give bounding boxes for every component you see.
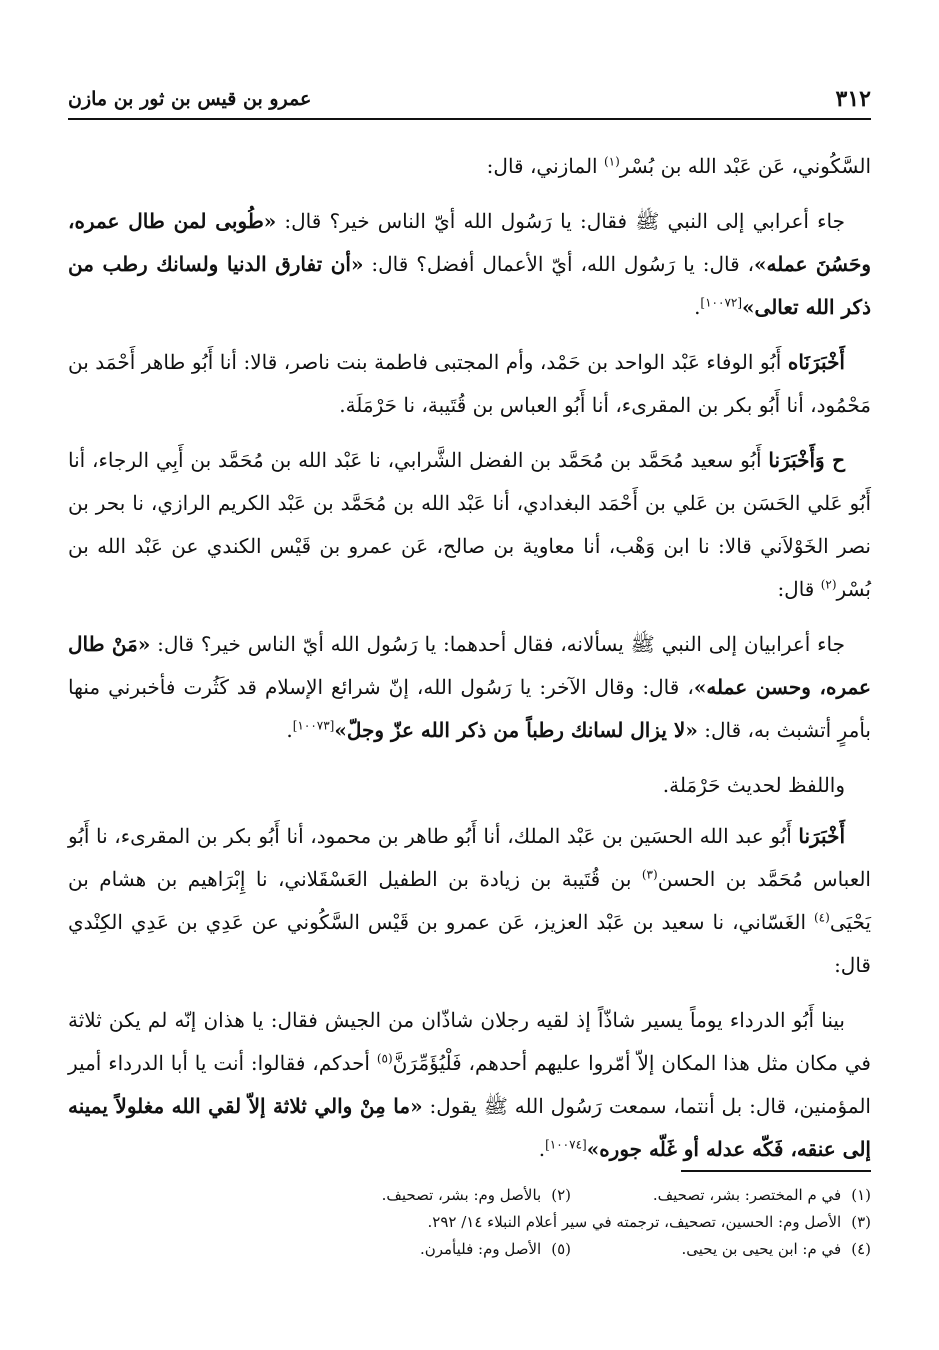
paragraph-7 [68,815,871,987]
footnote-marker: (٣) [641,867,658,882]
text-run: . [286,718,293,742]
hadith-reference: [١٠٠٧٤] [545,1137,587,1152]
text-run: أَبُو عبد الله الحسَين بن عَبْد الملك، أنا أَبُو طاهر بن محمود، أنا أَبُو بكر بن المقرىء، نا أَبُو العباس مُحَمَّد بن الحسن [68,824,871,891]
paragraph-4 [68,439,871,611]
hadith-quote: «طُوبى لمن طال عمره، وحَسُنَ عمله» [68,209,871,276]
footnote-number: (٢) [551,1186,571,1204]
hadith-quote: «أن تفارق الدنيا ولسانك رطب من ذكر الله تعالى» [68,252,871,319]
paragraph-1 [68,145,871,188]
footnote-2 [382,1182,571,1209]
footnote-marker: (٤) [813,910,830,925]
running-title: عمرو بن قيس بن ثور بن مازن [68,88,312,110]
footnote-text: في م: ابن يحيى بن يحيى. [681,1240,842,1258]
footnote-5 [420,1236,571,1263]
text-run: جاء أعرابي إلى النبي ﷺ فقال: يا رَسُول الله أيّ الناس خير؟ قال: [276,209,845,233]
text-run: بينا أَبُو الدرداء يوماً يسير شاذّاً إذ لقيه رجلان شاذّان من الجيش فقال: يا هذان إنّه لم يكن ثلاثة في مكان مثل هذا المكان إلاّ أمّروا عليهم أحدهم، فَلْيُؤَمِّرَنَّ [68,1008,871,1075]
hadith-reference: [١٠٠٧٣] [292,718,335,733]
paragraph-3 [68,341,871,427]
footnote-row [68,1182,871,1209]
text-run: المازني، قال: [486,154,604,178]
text-run: بن قُتَيبة بن زيادة بن الطفيل العَسْقَلاني، نا إِبْرَاهيم بن هشام بن يَحْيَى [68,867,871,934]
footnote-text: الأصل وم: الحسين، تصحيف، ترجمته في سير أعلام النبلاء ١٤/ ٢٩٢. [427,1213,842,1231]
main-text [68,145,871,1183]
text-run: . [538,1137,546,1161]
text-run: . [694,295,701,319]
paragraph-2 [68,200,871,329]
footnote-text: الأصل وم: فليأمرن. [419,1240,542,1258]
text-run: ، قال: يا رَسُول الله، أيّ الأعمال أفضل؟ قال: [363,252,755,276]
paragraph-8 [68,999,871,1171]
hadith-reference: [١٠٠٧٢] [700,295,743,310]
footnote-divider [681,1170,871,1172]
text-run: قال: [777,577,821,601]
hadith-quote: «لا يزال لسانك رطباً من ذكر الله عزّ وجلّ» [334,718,698,742]
footnote-marker: (٥) [376,1051,393,1066]
footnote-number: (١) [851,1186,871,1204]
hadith-quote: «مَنْ طال عمره، وحسن عمله» [68,632,871,699]
paragraph-6 [68,764,871,807]
paragraph-5 [68,623,871,752]
footnote-3 [427,1209,871,1236]
footnote-text: في م المختصر: بشر، تصحيف. [652,1186,842,1204]
footnote-text: بالأصل وم: بشر، تصحيف. [381,1186,542,1204]
footnote-number: (٤) [851,1240,871,1258]
text-run: الغَسّاني، نا سعيد بن عَبْد العزيز، عَن عمرو بن قَيْس السَّكُوني عن عَدِي بن عَدِي الكِنْدي قال: [68,910,871,977]
page-header [68,84,871,120]
page-number: ٣١٢ [835,86,871,112]
footnotes [68,1182,871,1263]
footnote-row [68,1209,871,1236]
text-run: جاء أعرابيان إلى النبي ﷺ يسألانه، فقال أحدهما: يا رَسُول الله أيّ الناس خير؟ قال: [150,632,845,656]
text-run: السَّكُوني، عَن عَبْد الله بن بُسْر [619,154,871,178]
isnad-lead: ح وَأَخْبَرَنا [768,448,845,472]
text-run: واللفظ لحديث حَرْمَلة. [662,773,845,797]
footnote-4 [571,1236,871,1263]
text-run: أحدكم، فقالوا: أنت يا أبا الدرداء أمير المؤمنين، قال: بل أنتما، سمعت رَسُول الله ﷺ يقول: [68,1051,871,1118]
isnad-lead: أَخْبَرَنَاه [787,350,845,374]
footnote-1 [571,1182,871,1209]
text-run: أَبُو سعيد مُحَمَّد بن مُحَمَّد بن الفضل الشَّرابي، نا عَبْد الله بن مُحَمَّد بن أَبِي الرجاء، أنا أَبُو عَلي الحَسَن بن عَلي بن أَحْمَد البغدادي، أنا عَبْد الله بن مُحَمَّد بن عَبْد الكريم الرازي، نا بحر بن نصر الخَوْلاَني قالا: نا ابن وَهْب، أنا معاوية بن صالح، عَن عمرو بن قَيْس الكندي عن عَبْد الله بن بُسْر [68,448,871,601]
hadith-quote: «ما مِنْ والي ثلاثة إلاّ لقي الله مغلولاً يمينه إلى عنقه، فَكّه عدله أو غَلّه جوره» [68,1094,871,1161]
footnote-row [68,1236,871,1263]
text-run: أَبُو الوفاء عَبْد الواحد بن حَمْد، وأم المجتبى فاطمة بنت ناصر، قالا: أنا أَبُو طاهر أَحْمَد بن مَحْمُود، أنا أَبُو بكر بن المقرىء، أنا أَبُو العباس بن قُتَيبة، نا حَرْمَلَة. [68,350,871,417]
footnote-marker: (٢) [820,577,837,592]
footnote-number: (٥) [551,1240,571,1258]
footnote-number: (٣) [851,1213,871,1231]
text-run: ، قال: وقال الآخر: يا رَسُول الله، إنّ شرائع الإسلام قد كَثُرت فأخبرني منها بأمرٍ أتشبث به، قال: [68,675,871,742]
footnote-marker: (١) [603,154,620,169]
isnad-lead: أَخْبَرَنا [798,824,845,848]
